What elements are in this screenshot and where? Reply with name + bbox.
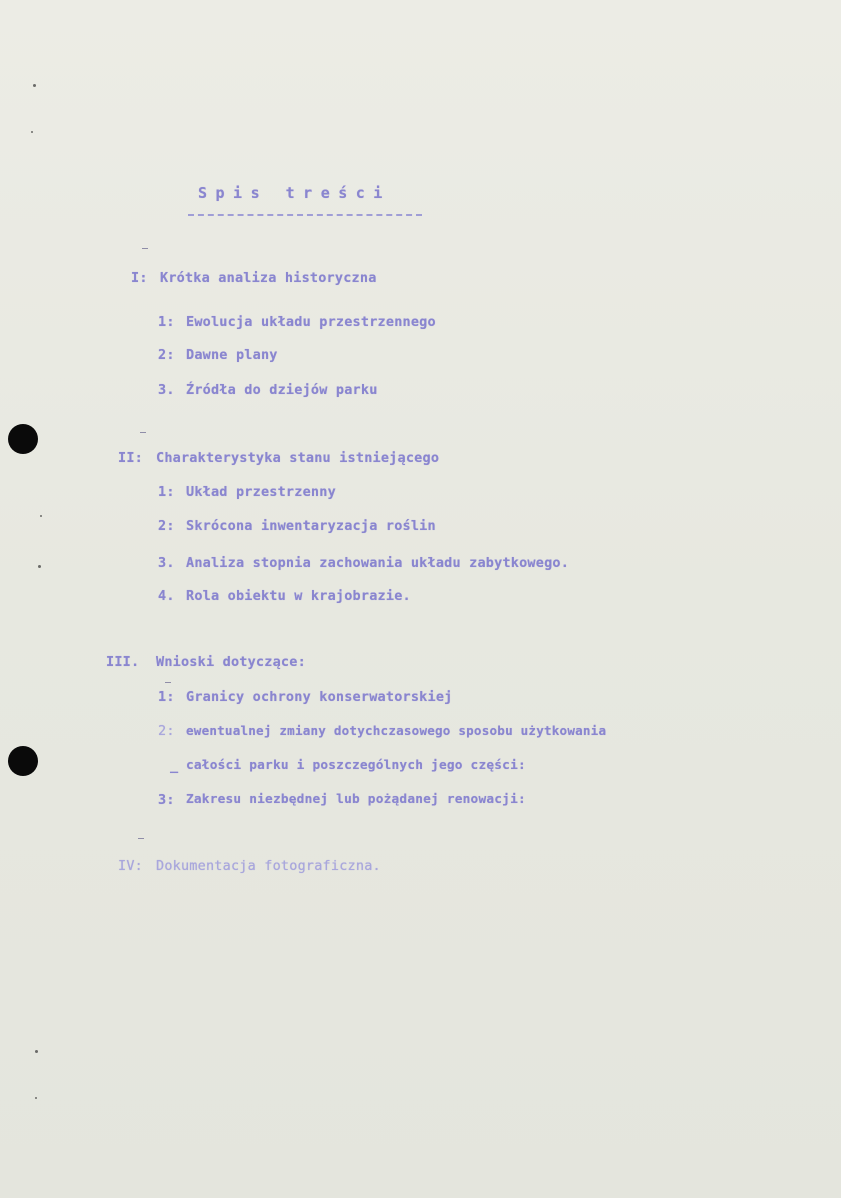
section-3-item-2-text: ewentualnej zmiany dotychczasowego sposobu użytkowania [186,723,607,738]
stray-mark [165,682,171,683]
section-1-item-1-number: 1: [158,314,175,330]
section-1-item-3-number: 3. [158,382,175,398]
section-3-heading: Wnioski dotyczące: [156,654,306,670]
section-1-item-3-text: Źródła do dziejów parku [186,382,378,398]
section-3-number: III. [106,654,140,670]
stray-mark [138,838,144,839]
stray-mark [140,432,146,433]
scan-speck [35,1097,37,1099]
section-2-item-2-number: 2: [158,518,175,534]
section-4-heading: Dokumentacja fotograficzna. [156,858,381,874]
section-3-item-1-number: 1: [158,689,175,705]
page-title: Spis treści [198,184,391,202]
section-2-item-3-number: 3. [158,555,175,571]
punch-hole-upper [8,424,38,454]
section-3-item-3-text: Zakresu niezbędnej lub pożądanej renowacji: [186,792,526,807]
section-2-heading: Charakterystyka stanu istniejącego [156,450,440,466]
section-1-item-1-text: Ewolucja układu przestrzennego [186,314,436,330]
section-2-item-1-text: Układ przestrzenny [186,484,336,500]
section-2-number: II: [118,450,143,466]
section-2-item-2-text: Skrócona inwentaryzacja roślin [186,518,436,534]
section-2-item-4-text: Rola obiektu w krajobrazie. [186,588,411,604]
section-2-item-4-number: 4. [158,588,175,604]
section-2-item-1-number: 1: [158,484,175,500]
scan-speck [33,84,36,87]
stray-mark [142,248,148,249]
section-4-number: IV: [118,858,143,874]
scan-speck [38,565,41,568]
punch-hole-lower [8,746,38,776]
section-3-item-2-continuation: całości parku i poszczególnych jego części: [186,758,526,773]
scan-speck [31,131,33,133]
scan-speck [35,1050,38,1053]
title-underline [188,214,422,216]
section-3-item-1-text: Granicy ochrony konserwatorskiej [186,689,453,705]
section-1-item-2-text: Dawne plany [186,347,278,363]
section-3-continuation-mark: _ [170,758,179,774]
section-3-item-2-number: 2: [158,723,175,739]
section-1-item-2-number: 2: [158,347,175,363]
scan-speck [40,515,42,517]
section-1-heading: Krótka analiza historyczna [160,270,377,286]
section-1-number: I: [131,270,148,286]
section-2-item-3-text: Analiza stopnia zachowania układu zabytkowego. [186,555,570,571]
section-3-item-3-number: 3: [158,792,175,808]
